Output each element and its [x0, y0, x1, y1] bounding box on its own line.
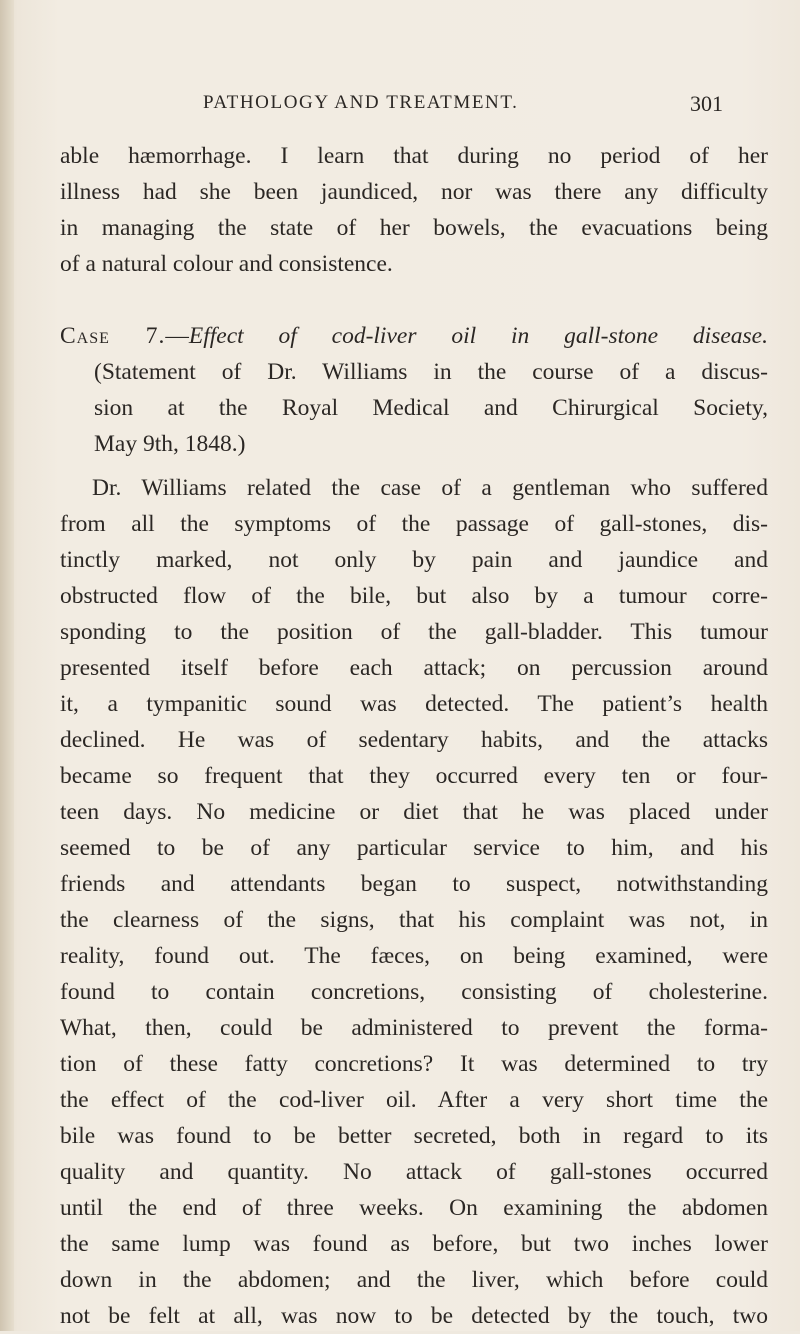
text-line: teen days. No medicine or diet that he was placed under: [60, 799, 768, 825]
case-title: Effect of cod-liver oil in gall-stone disease.: [188, 323, 768, 349]
text-line: the effect of the cod-liver oil. After a very short time the: [60, 1087, 768, 1113]
text-line: tion of these fatty concretions? It was determined to try: [60, 1051, 768, 1077]
text-line: quality and quantity. No attack of gall-stones occurred: [60, 1159, 768, 1185]
text-line: What, then, could be administered to prevent the forma-: [60, 1015, 768, 1041]
case-dash: —: [165, 323, 189, 349]
text-line: in managing the state of her bowels, the evacuations being: [60, 215, 768, 241]
text-line: the clearness of the signs, that his complaint was not, in: [60, 907, 768, 933]
text-line: seemed to be of any particular service to him, and his: [60, 835, 768, 861]
page-number: 301: [690, 91, 723, 116]
text-line: bile was found to be better secreted, both in regard to its: [60, 1123, 768, 1149]
text-line: able hæmorrhage. I learn that during no period of her: [60, 143, 768, 169]
text-line: it, a tympanitic sound was detected. The patient’s health: [60, 691, 768, 717]
paragraph-gap: [60, 462, 768, 470]
text-line: not be felt at all, was now to be detected by the touch, two: [60, 1303, 768, 1329]
running-title: PATHOLOGY AND TREATMENT.: [203, 92, 519, 113]
statement-line: May 9th, 1848.): [94, 431, 246, 457]
statement-line: sion at the Royal Medical and Chirurgical Society,: [94, 395, 768, 421]
text-line: became so frequent that they occurred every ten or four-: [60, 763, 768, 789]
body-text: [60, 138, 768, 1334]
text-line: friends and attendants began to suspect, notwithstanding: [60, 871, 768, 897]
statement-line: (Statement of Dr. Williams in the course of a discus-: [94, 359, 768, 385]
text-line: declined. He was of sedentary habits, and the attacks: [60, 727, 768, 753]
text-line: illness had she been jaundiced, nor was there any difficulty: [60, 179, 768, 205]
text-line: the same lump was found as before, but two inches lower: [60, 1231, 768, 1257]
paragraph-gap: [60, 282, 768, 318]
text-line: tinctly marked, not only by pain and jaundice and: [60, 547, 768, 573]
text-line: from all the symptoms of the passage of gall-stones, dis-: [60, 511, 768, 537]
page-gutter: [0, 0, 14, 1331]
text-line: obstructed flow of the bile, but also by a tumour corre-: [60, 583, 768, 609]
text-line: Dr. Williams related the case of a gentleman who suffered: [92, 475, 768, 501]
text-line: of a natural colour and consistence.: [60, 251, 393, 277]
text-line: down in the abdomen; and the liver, which before could: [60, 1267, 768, 1293]
text-line: presented itself before each attack; on percussion around: [60, 655, 768, 681]
text-line: until the end of three weeks. On examining the abdomen: [60, 1195, 768, 1221]
text-line: sponding to the position of the gall-bladder. This tumour: [60, 619, 768, 645]
text-line: found to contain concretions, consisting of cholesterine.: [60, 979, 768, 1005]
case-label: Case 7.: [60, 323, 166, 349]
text-line: reality, found out. The fæces, on being examined, were: [60, 943, 768, 969]
case-heading: [60, 318, 768, 354]
running-head: [0, 92, 800, 122]
